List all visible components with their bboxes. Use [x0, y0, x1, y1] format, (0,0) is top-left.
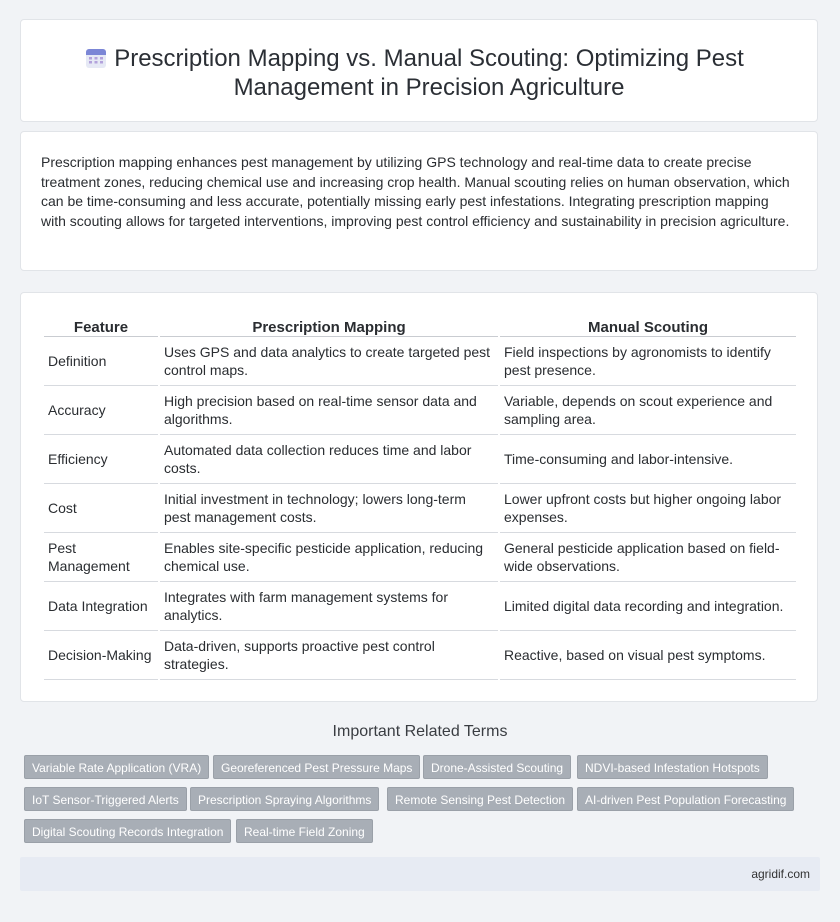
comparison-card [20, 292, 818, 702]
tag-remote-sensing-pest-detection[interactable]: Remote Sensing Pest Detection [387, 787, 573, 811]
tag-prescription-spraying-algorithms[interactable]: Prescription Spraying Algorithms [190, 787, 379, 811]
feature-cell: Data Integration [44, 582, 158, 631]
header-feature: Feature [44, 315, 158, 337]
tag-georeferenced-pest-pressure-maps[interactable]: Georeferenced Pest Pressure Maps [213, 755, 420, 779]
scouting-cell: Reactive, based on visual pest symptoms. [500, 631, 796, 680]
feature-cell: Pest Management [44, 533, 158, 582]
footer-site-link[interactable]: agridif.com [751, 867, 810, 881]
header-manual-scouting: Manual Scouting [500, 315, 796, 337]
tag-drone-assisted-scouting[interactable]: Drone-Assisted Scouting [423, 755, 571, 779]
feature-cell: Definition [44, 337, 158, 386]
scouting-cell: General pesticide application based on field-wide observations. [500, 533, 796, 582]
footer [20, 857, 820, 891]
tag-ai-pest-forecasting[interactable]: AI-driven Pest Population Forecasting [577, 787, 794, 811]
table-row [44, 631, 796, 680]
table-row [44, 386, 796, 435]
tag-real-time-field-zoning[interactable]: Real-time Field Zoning [236, 819, 373, 843]
comparison-table [42, 315, 798, 680]
intro-card [20, 131, 818, 271]
header-prescription-mapping: Prescription Mapping [160, 315, 498, 337]
title-card [20, 19, 818, 122]
tag-variable-rate-application[interactable]: Variable Rate Application (VRA) [24, 755, 209, 779]
prescription-cell: Enables site-specific pesticide application, reducing chemical use. [160, 533, 498, 582]
table-row [44, 484, 796, 533]
prescription-cell: Integrates with farm management systems for analytics. [160, 582, 498, 631]
table-row [44, 435, 796, 484]
table-row [44, 337, 796, 386]
feature-cell: Efficiency [44, 435, 158, 484]
intro-paragraph: Prescription mapping enhances pest management by utilizing GPS technology and real-time data to create precise treatment zones, reducing chemical use and increasing crop health. Manual scouting relies on human observation, which can be time-consuming and less accurate, potentially missing early pest infestations. Integrating prescription mapping with scouting allows for targeted interventions, improving pest control efficiency and sustainability in precision agriculture. [41, 154, 790, 229]
prescription-cell: Initial investment in technology; lowers long-term pest management costs. [160, 484, 498, 533]
table-row [44, 533, 796, 582]
scouting-cell: Variable, depends on scout experience and sampling area. [500, 386, 796, 435]
scouting-cell: Limited digital data recording and integration. [500, 582, 796, 631]
scouting-cell: Field inspections by agronomists to identify pest presence. [500, 337, 796, 386]
tag-digital-scouting-records[interactable]: Digital Scouting Records Integration [24, 819, 231, 843]
scouting-cell: Lower upfront costs but higher ongoing labor expenses. [500, 484, 796, 533]
feature-cell: Decision-Making [44, 631, 158, 680]
scouting-cell: Time-consuming and labor-intensive. [500, 435, 796, 484]
prescription-cell: High precision based on real-time sensor data and algorithms. [160, 386, 498, 435]
feature-cell: Cost [44, 484, 158, 533]
related-terms-title: Important Related Terms [332, 723, 508, 740]
tag-ndvi-infestation-hotspots[interactable]: NDVI-based Infestation Hotspots [577, 755, 768, 779]
table-row [44, 582, 796, 631]
prescription-cell: Data-driven, supports proactive pest control strategies. [160, 631, 498, 680]
tag-iot-sensor-alerts[interactable]: IoT Sensor-Triggered Alerts [24, 787, 187, 811]
page-title: Prescription Mapping vs. Manual Scouting: Optimizing Pest Management in Precision Agriculture [114, 45, 744, 101]
prescription-cell: Uses GPS and data analytics to create targeted pest control maps. [160, 337, 498, 386]
feature-cell: Accuracy [44, 386, 158, 435]
table-header-row [44, 315, 796, 337]
prescription-cell: Automated data collection reduces time and labor costs. [160, 435, 498, 484]
